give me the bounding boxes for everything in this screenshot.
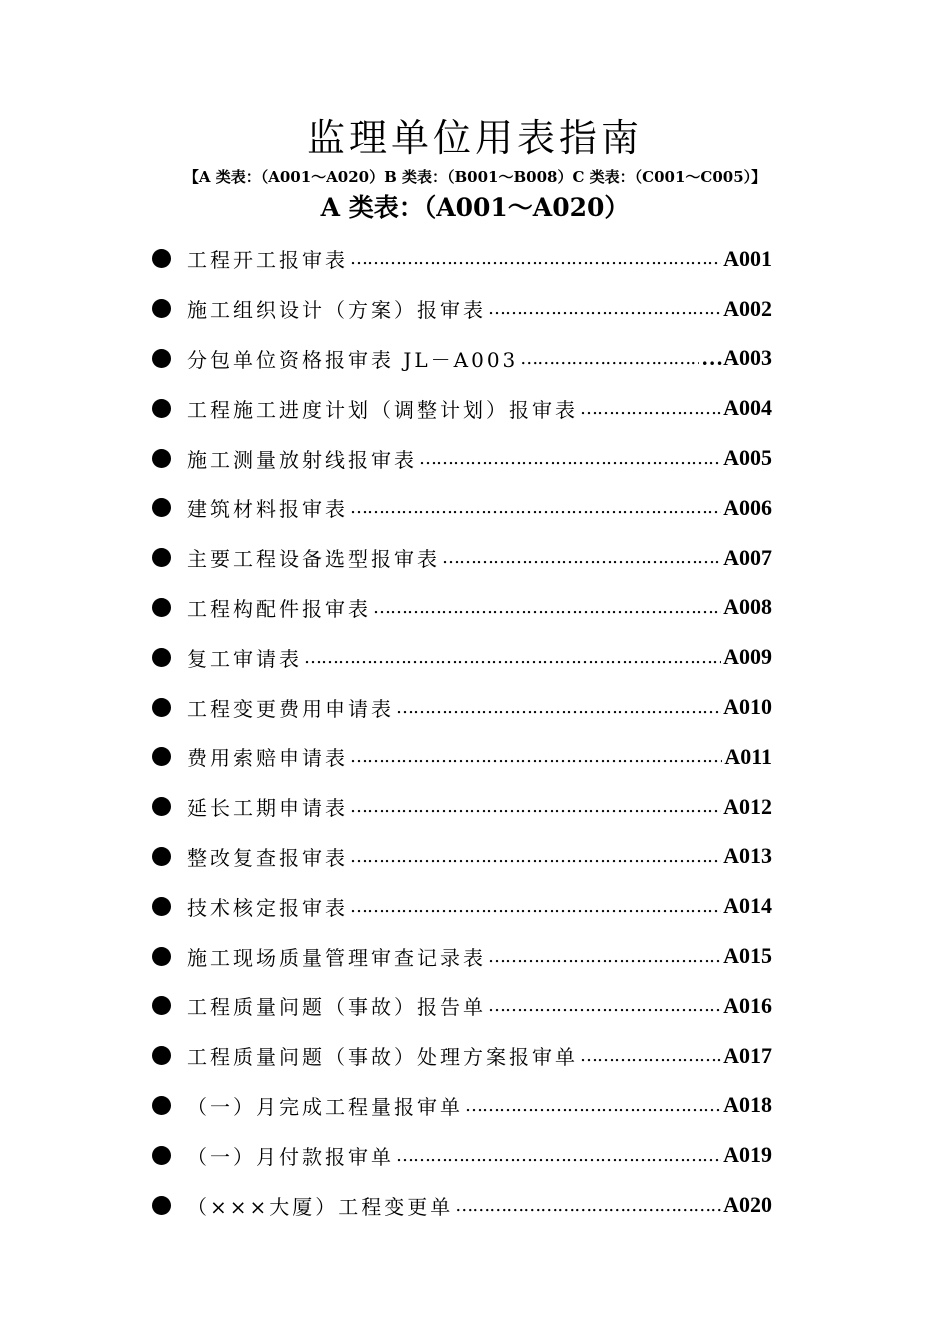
list-item bbox=[150, 1081, 772, 1131]
dot-leader bbox=[488, 946, 721, 967]
category-summary: 【A 类表：（A001～A020）B 类表：（B001～B008）C 类表：（C001～C005）】 bbox=[183, 168, 767, 186]
list-item bbox=[150, 732, 772, 782]
dot-leader bbox=[396, 1145, 721, 1166]
dot-leader bbox=[580, 398, 721, 419]
item-label: 工程质量问题（事故）处理方案报审单 bbox=[187, 1045, 578, 1070]
dot-leader bbox=[580, 1045, 721, 1066]
list-item bbox=[150, 632, 772, 682]
dot-leader bbox=[488, 298, 721, 319]
item-code: …A003 bbox=[701, 345, 772, 371]
dot-leader bbox=[488, 995, 721, 1016]
item-label: 整改复查报审表 bbox=[187, 845, 348, 870]
item-label: 延长工期申请表 bbox=[187, 796, 348, 821]
item-label: （一）月完成工程量报审单 bbox=[187, 1094, 463, 1119]
bullet-icon bbox=[152, 598, 171, 617]
dot-leader bbox=[304, 647, 721, 668]
item-code: A012 bbox=[723, 793, 772, 819]
list-item bbox=[150, 383, 772, 433]
dot-leader bbox=[350, 896, 721, 917]
bullet-icon bbox=[152, 1146, 171, 1165]
item-label: 工程变更费用申请表 bbox=[187, 696, 394, 721]
item-label: 建筑材料报审表 bbox=[187, 497, 348, 522]
list-item bbox=[150, 1130, 772, 1180]
item-label: （×××大厦）工程变更单 bbox=[187, 1194, 454, 1219]
bullet-icon bbox=[152, 498, 171, 517]
item-label: 施工测量放射线报审表 bbox=[187, 447, 417, 472]
bullet-icon bbox=[152, 449, 171, 468]
dot-leader bbox=[520, 348, 699, 369]
bullet-icon bbox=[152, 1046, 171, 1065]
dot-leader bbox=[465, 1095, 721, 1116]
item-code: A001 bbox=[723, 245, 772, 271]
list-item bbox=[150, 483, 772, 533]
item-label: 工程构配件报审表 bbox=[187, 596, 371, 621]
bullet-icon bbox=[152, 648, 171, 667]
list-item bbox=[150, 583, 772, 633]
item-label: 施工现场质量管理审查记录表 bbox=[187, 945, 486, 970]
item-code: A019 bbox=[723, 1142, 772, 1168]
item-code: A013 bbox=[723, 843, 772, 869]
list-item bbox=[150, 832, 772, 882]
dot-leader bbox=[350, 846, 721, 867]
item-label: 复工审请表 bbox=[187, 646, 302, 671]
dot-leader bbox=[442, 547, 721, 568]
item-code: A004 bbox=[723, 395, 772, 421]
bullet-icon bbox=[152, 249, 171, 268]
item-code: A002 bbox=[723, 295, 772, 321]
dot-leader bbox=[419, 448, 721, 469]
item-code: A007 bbox=[723, 544, 772, 570]
item-code: A020 bbox=[723, 1192, 772, 1218]
bullet-icon bbox=[152, 947, 171, 966]
list-item bbox=[150, 682, 772, 732]
list-item bbox=[150, 284, 772, 334]
dot-leader bbox=[350, 796, 721, 817]
dot-leader bbox=[455, 1195, 721, 1216]
bullet-icon bbox=[152, 349, 171, 368]
bullet-icon bbox=[152, 548, 171, 567]
item-code: A009 bbox=[723, 644, 772, 670]
bullet-icon bbox=[152, 299, 171, 318]
list-item bbox=[150, 782, 772, 832]
list-item bbox=[150, 334, 772, 384]
form-index-list bbox=[150, 234, 772, 1230]
list-item bbox=[150, 433, 772, 483]
item-label: 工程施工进度计划（调整计划）报审表 bbox=[187, 397, 578, 422]
item-code: A016 bbox=[723, 992, 772, 1018]
list-item bbox=[150, 533, 772, 583]
list-item bbox=[150, 881, 772, 931]
bullet-icon bbox=[152, 996, 171, 1015]
bullet-icon bbox=[152, 1096, 171, 1115]
dot-leader bbox=[373, 597, 721, 618]
item-code: A006 bbox=[723, 494, 772, 520]
bullet-icon bbox=[152, 897, 171, 916]
dot-leader bbox=[396, 697, 721, 718]
item-label: 费用索赔申请表 bbox=[187, 746, 348, 771]
bullet-icon bbox=[152, 399, 171, 418]
item-code: A005 bbox=[723, 445, 772, 471]
item-code: A018 bbox=[723, 1092, 772, 1118]
page-title: 监理单位用表指南 bbox=[306, 116, 643, 161]
bullet-icon bbox=[152, 698, 171, 717]
list-item bbox=[150, 234, 772, 284]
item-label: 技术核定报审表 bbox=[187, 895, 348, 920]
item-label: 工程质量问题（事故）报告单 bbox=[187, 995, 486, 1020]
list-item bbox=[150, 931, 772, 981]
item-label: 施工组织设计（方案）报审表 bbox=[187, 298, 486, 323]
item-label: 工程开工报审表 bbox=[187, 248, 348, 273]
item-code: A008 bbox=[723, 594, 772, 620]
list-item bbox=[150, 981, 772, 1031]
item-code: A010 bbox=[723, 694, 772, 720]
item-label: （一）月付款报审单 bbox=[187, 1144, 394, 1169]
item-code: A017 bbox=[723, 1042, 772, 1068]
bullet-icon bbox=[152, 1196, 171, 1215]
item-code: A014 bbox=[723, 893, 772, 919]
bullet-icon bbox=[152, 747, 171, 766]
bullet-icon bbox=[152, 797, 171, 816]
item-label: 主要工程设备选型报审表 bbox=[187, 547, 440, 572]
item-code: A011 bbox=[724, 743, 772, 769]
section-heading: A 类表：（A001～A020） bbox=[320, 193, 630, 222]
dot-leader bbox=[350, 746, 722, 767]
item-label: 分包单位资格报审表 JL－A003 bbox=[187, 347, 519, 372]
dot-leader bbox=[350, 248, 721, 269]
dot-leader bbox=[350, 497, 721, 518]
list-item bbox=[150, 1180, 772, 1230]
bullet-icon bbox=[152, 847, 171, 866]
list-item bbox=[150, 1031, 772, 1081]
item-code: A015 bbox=[723, 943, 772, 969]
